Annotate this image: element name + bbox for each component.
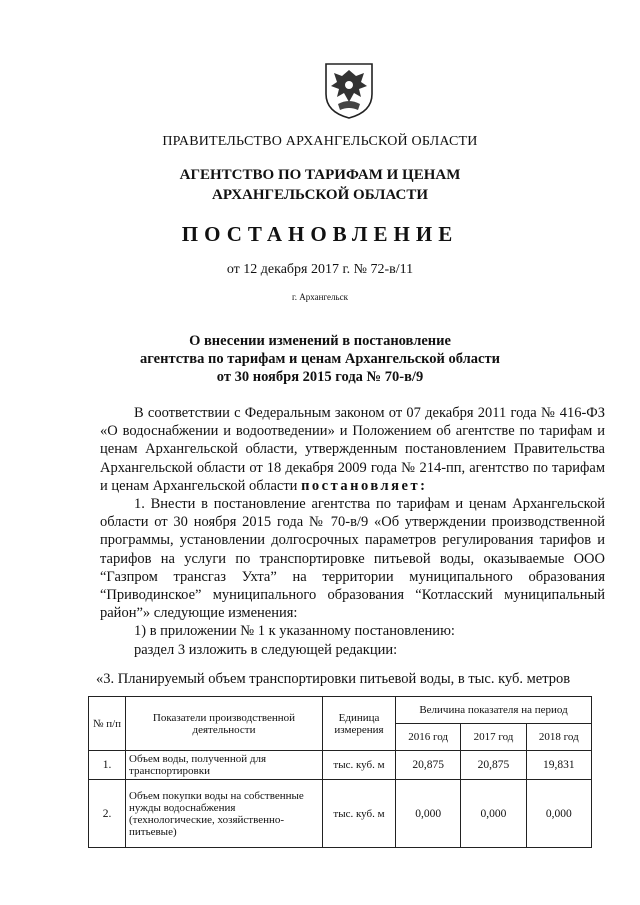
header-year-2018: 2018 год: [526, 724, 591, 751]
row-value-2018: 19,831: [526, 751, 591, 780]
document-city: г. Архангельск: [292, 292, 348, 302]
row-num: 1.: [89, 751, 126, 780]
table-row: [89, 751, 592, 780]
row-value-2017: 20,875: [461, 751, 526, 780]
body-paragraph-preamble: [100, 404, 605, 495]
row-value-2017: 0,000: [461, 780, 526, 848]
table-row: [89, 780, 592, 848]
table-caption: «3. Планируемый объем транспортировки питьевой воды, в тыс. куб. метров: [96, 671, 571, 687]
document-subject: [0, 332, 640, 386]
header-indicator: Показатели производственной деятельности: [126, 697, 323, 751]
table-header-row: [89, 697, 592, 724]
resolves-word: постановляет:: [301, 477, 428, 494]
header-value: Величина показателя на период: [396, 697, 592, 724]
subject-line2: агентства по тарифам и ценам Архангельской области: [140, 351, 500, 367]
document-body: [100, 404, 605, 659]
agency-title-line2: АРХАНГЕЛЬСКОЙ ОБЛАСТИ: [212, 187, 428, 203]
preamble-text: В соответствии с Федеральным законом от 07 декабря 2011 года № 416-ФЗ «О водоснабжении и водоотведении» и Положением об агентстве по тарифам и ценам Архангельской области, утвержденным постановлением Правительства Архангельской области от 18 декабря 2009 года № 214-пп, агентство по тарифам и ценам Архангельской области: [100, 405, 605, 494]
subject-line3: от 30 ноября 2015 года № 70-в/9: [216, 369, 424, 385]
body-paragraph-subitem: 1) в приложении № 1 к указанному постановлению:: [134, 623, 455, 640]
header-unit: Единица измерения: [323, 697, 396, 751]
document-date-number: от 12 декабря 2017 г. № 72-в/11: [226, 262, 414, 277]
header-num: № п/п: [89, 697, 126, 751]
agency-title-line1: АГЕНТСТВО ПО ТАРИФАМ И ЦЕНАМ: [179, 167, 461, 183]
coat-of-arms-emblem: [322, 60, 376, 120]
row-indicator: Объем воды, полученной для транспортировки: [126, 751, 323, 780]
government-title: ПРАВИТЕЛЬСТВО АРХАНГЕЛЬСКОЙ ОБЛАСТИ: [162, 134, 478, 149]
header-year-2017: 2017 год: [461, 724, 526, 751]
row-indicator: Объем покупки воды на собственные нужды водоснабжения (технологические, хозяйственно-питьевые): [126, 780, 323, 848]
row-unit: тыс. куб. м: [323, 751, 396, 780]
agency-title: [0, 165, 640, 205]
row-unit: тыс. куб. м: [323, 780, 396, 848]
data-table: [88, 696, 592, 848]
body-paragraph-section: раздел 3 изложить в следующей редакции:: [134, 641, 398, 658]
row-value-2016: 0,000: [396, 780, 461, 848]
row-num: 2.: [89, 780, 126, 848]
document-type-heading: ПОСТАНОВЛЕНИЕ: [181, 222, 459, 246]
subject-line1: О внесении изменений в постановление: [189, 333, 451, 349]
header-year-2016: 2016 год: [396, 724, 461, 751]
row-value-2018: 0,000: [526, 780, 591, 848]
body-paragraph-item1: 1. Внести в постановление агентства по тарифам и ценам Архангельской области от 30 ноября 2015 года № 70-в/9 «Об утверждении производственной программы, установлении долгосрочных параметров регулирования тарифов и тарифов на услуги по транспортировке питьевой воды, оказываемые ООО “Газпром трансгаз Ухта” на территории муниципального образования “Приводинское” муниципального образования “Котласский муниципальный район”» следующие изменения:: [100, 496, 605, 622]
row-value-2016: 20,875: [396, 751, 461, 780]
